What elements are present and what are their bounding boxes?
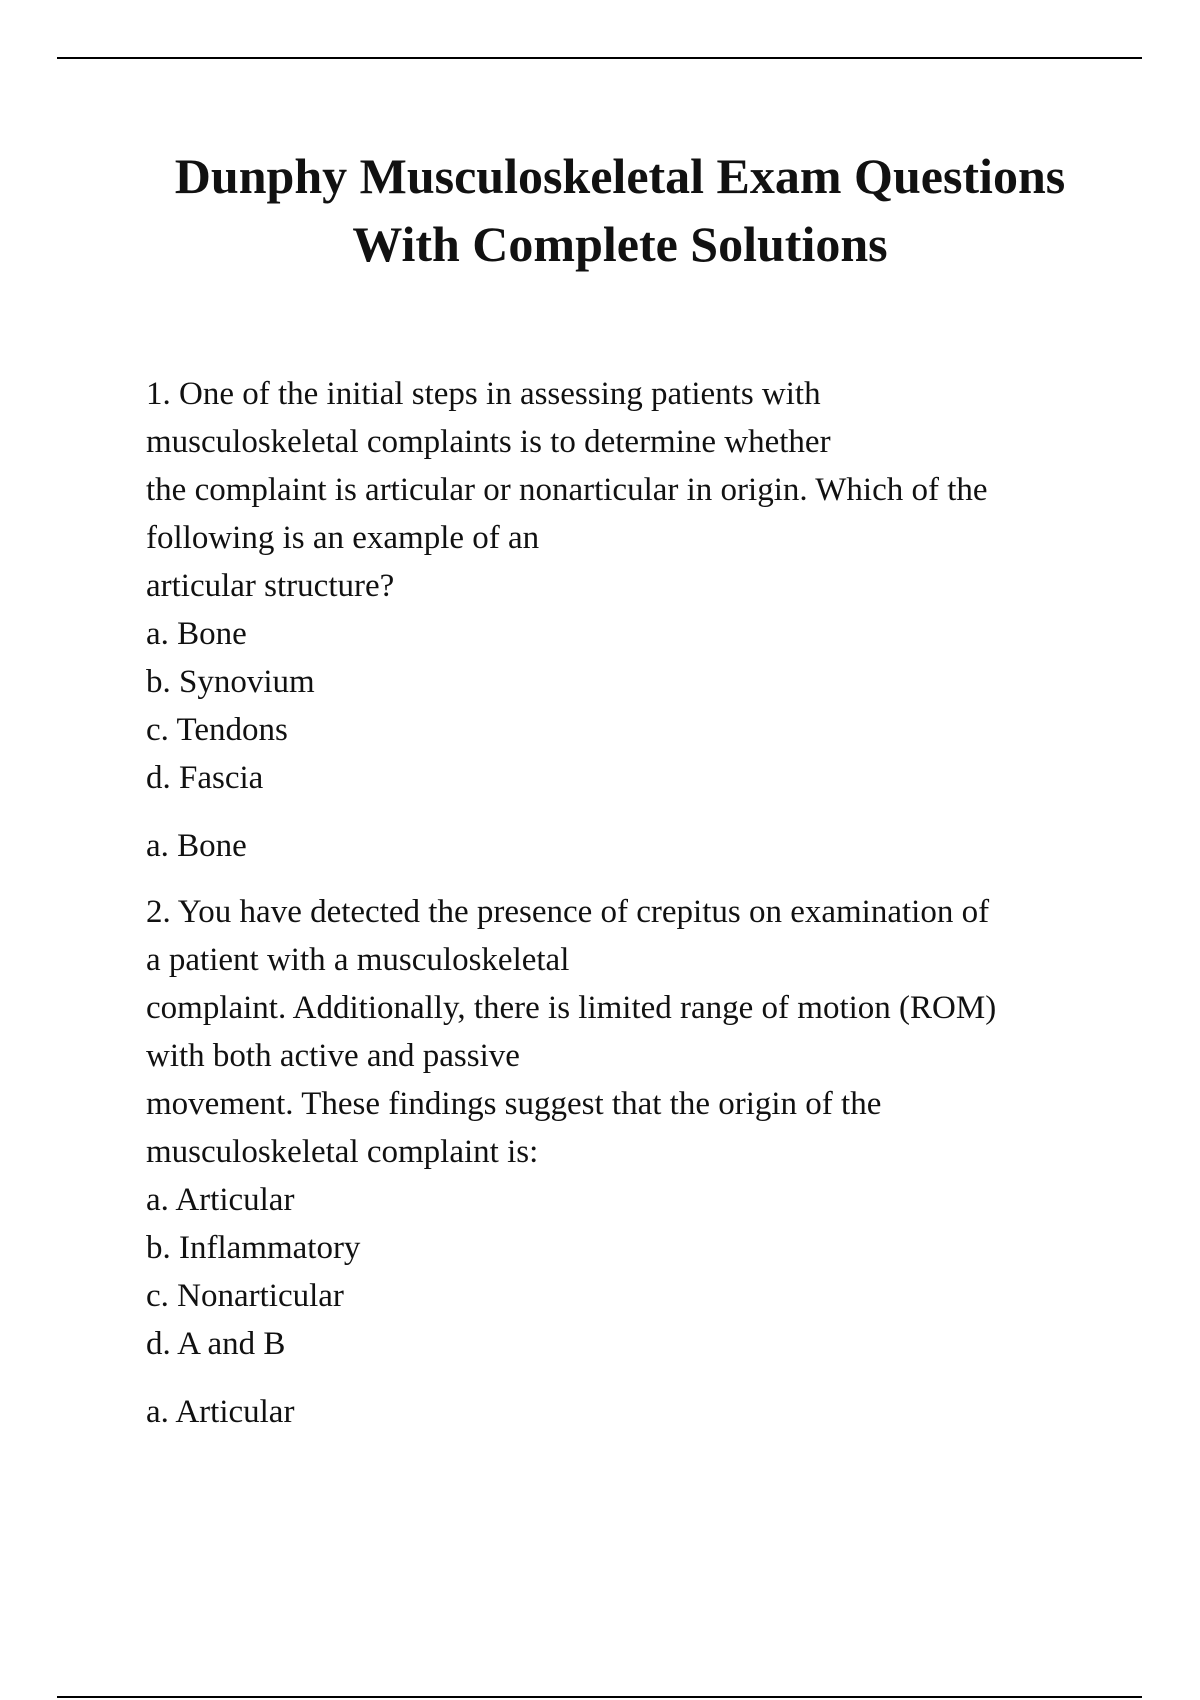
question-2-text xyxy=(146,888,1116,1176)
question-line: the complaint is articular or nonarticular in origin. Which of the xyxy=(146,472,988,508)
question-line: 2. You have detected the presence of crepitus on examination of xyxy=(146,894,990,930)
bottom-divider xyxy=(57,1696,1142,1698)
top-divider xyxy=(57,57,1142,59)
option-c: c. Tendons xyxy=(146,712,288,748)
question-line: a patient with a musculoskeletal xyxy=(146,942,570,978)
title-line-1: Dunphy Musculoskeletal Exam Questions xyxy=(174,148,1066,204)
option-d: d. Fascia xyxy=(146,760,264,796)
question-2-options xyxy=(146,1176,1116,1368)
option-b: b. Synovium xyxy=(146,664,315,700)
option-d: d. A and B xyxy=(146,1326,286,1362)
question-line: musculoskeletal complaints is to determine whether xyxy=(146,424,831,460)
question-line: movement. These findings suggest that the origin of the xyxy=(146,1086,882,1122)
question-1 xyxy=(146,370,1116,870)
question-1-text xyxy=(146,370,1116,610)
option-b: b. Inflammatory xyxy=(146,1230,361,1266)
page-title xyxy=(100,142,1140,278)
question-2-answer: a. Articular xyxy=(146,1394,295,1430)
question-line: musculoskeletal complaint is: xyxy=(146,1134,539,1170)
question-1-options xyxy=(146,610,1116,802)
question-line: complaint. Additionally, there is limited range of motion (ROM) xyxy=(146,990,997,1026)
question-line: with both active and passive xyxy=(146,1038,520,1074)
title-line-2: With Complete Solutions xyxy=(352,216,888,272)
question-1-answer: a. Bone xyxy=(146,828,247,864)
question-2 xyxy=(146,888,1116,1436)
question-line: following is an example of an xyxy=(146,520,540,556)
question-line: 1. One of the initial steps in assessing patients with xyxy=(146,376,821,412)
option-c: c. Nonarticular xyxy=(146,1278,344,1314)
question-list xyxy=(146,370,1116,1436)
option-a: a. Articular xyxy=(146,1182,295,1218)
question-line: articular structure? xyxy=(146,568,395,604)
option-a: a. Bone xyxy=(146,616,247,652)
